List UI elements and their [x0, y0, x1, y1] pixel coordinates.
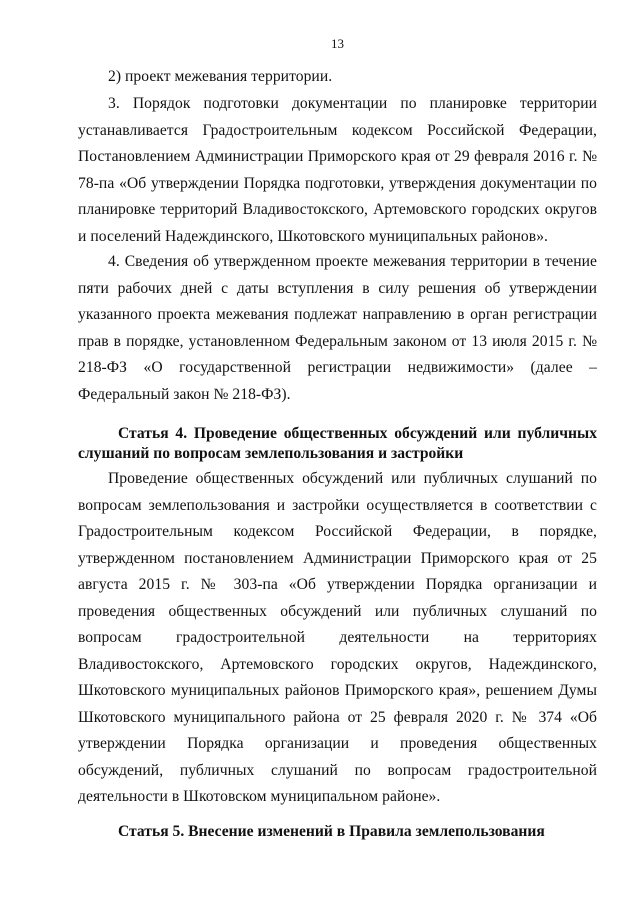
paragraph-item-2: 2) проект межевания территории. — [108, 68, 333, 85]
article-5-heading: Статья 5. Внесение изменений в Правила землепользования — [118, 823, 545, 840]
paragraph-article-4-body: Проведение общественных обсуждений или публичных слушаний по вопросам землепользования и застройки осуществляется в соответствии с Градостроительным кодексом Российской Федерации, в порядке, утвержденном постановлением Администрации Приморского края от 25 августа 2015 г. № 303-па «Об утверждении Порядка организации и проведения общественных обсуждений или публичных слушаний по вопросам градостроительной деятельности на территориях Владивостокского, Артемовского городских округов, Надеждинского, Шкотовского муниципальных районов Приморского края», решением Думы Шкотовского муниципального района от 25 февраля 2020 г. № 374 «Об утверждении Порядка организации и проведения общественных обсуждений, публичных слушаний по вопросам градостроительной деятельности в Шкотовском муниципальном районе». — [78, 470, 597, 805]
paragraph-3-procedure: 3. Порядок подготовки документации по планировке территории устанавливается Градостроительным кодексом Российской Федерации, Постановлением Администрации Приморского края от 29 февраля 2016 г. № 78-па «Об утверждении Порядка подготовки, утверждения документации по планировке территорий Владивостокского, Артемовского городских округов и поселений Надеждинского, Шкотовского муниципальных районов». — [78, 95, 597, 245]
page-number: 13 — [331, 36, 344, 51]
article-4-heading: Статья 4. Проведение общественных обсуждений или публичных слушаний по вопросам землепользования и застройки — [78, 425, 597, 462]
paragraph-4-registration: 4. Сведения об утвержденном проекте межевания территории в течение пяти рабочих дней с даты вступления в силу решения об утверждении указанного проекта межевания подлежат направлению в орган регистрации прав в порядке, установленном Федеральным законом от 13 июля 2015 г. № 218-ФЗ «О государственной регистрации недвижимости» (далее – Федеральный закон № 218-ФЗ). — [78, 253, 597, 403]
